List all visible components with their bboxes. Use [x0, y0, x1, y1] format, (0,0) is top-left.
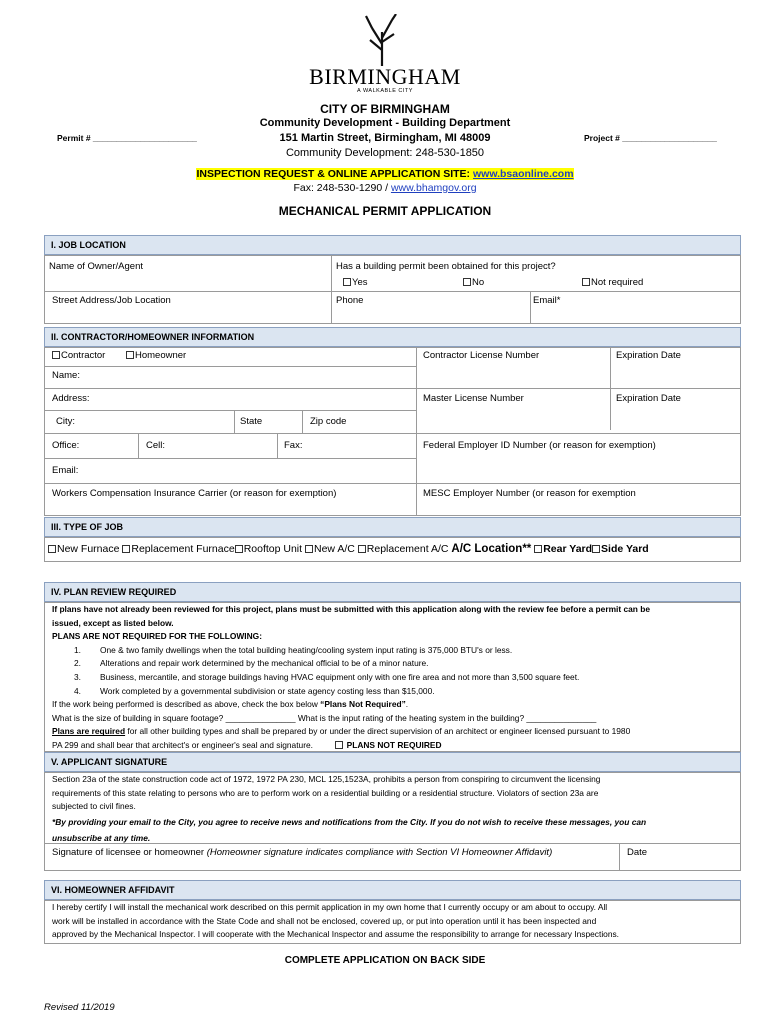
address-field[interactable]: Address: [52, 393, 90, 404]
side-yard-label: Side Yard [601, 543, 649, 555]
yes-checkbox[interactable] [343, 278, 351, 286]
rear-yard-checkbox[interactable] [534, 545, 542, 553]
expiration-date-field-1[interactable]: Expiration Date [616, 350, 681, 361]
rear-yard-label: Rear Yard [543, 543, 593, 555]
plan-item-1 [52, 644, 738, 658]
project-number-label: Project # ____________________ [584, 133, 717, 143]
check-text-b: “Plans Not Required” [320, 699, 406, 710]
section-contractor-info: II. CONTRACTOR/HOMEOWNER INFORMATION [44, 327, 741, 347]
street-address-field[interactable]: Street Address/Job Location [52, 295, 171, 306]
form-title: MECHANICAL PERMIT APPLICATION [278, 204, 492, 218]
new-furnace-label: New Furnace [57, 543, 120, 555]
fax-label: Fax: 248-530-1290 / [293, 182, 391, 194]
cell-field[interactable]: Cell: [146, 440, 166, 451]
affidavit-text [52, 901, 738, 942]
no-label: No [472, 277, 485, 288]
plans-required-line [52, 725, 738, 739]
workers-comp-field[interactable]: Workers Compensation Insurance Carrier (or reason for exemption) [52, 488, 337, 499]
section-job-location: I. JOB LOCATION [44, 235, 741, 255]
contractor-option[interactable] [52, 350, 105, 361]
bsaonline-link[interactable]: www.bsaonline.com [472, 168, 574, 180]
new-furnace-option[interactable] [48, 543, 119, 555]
contractor-email-field[interactable]: Email: [52, 465, 79, 476]
side-yard-option[interactable] [592, 543, 649, 555]
plan-not-required-heading: PLANS ARE NOT REQUIRED FOR THE FOLLOWING: [52, 631, 262, 642]
city-field[interactable]: City: [56, 416, 75, 427]
plan-review-text [52, 603, 738, 753]
permit-number-label: Permit # ______________________ [57, 133, 197, 143]
plan-intro-2: issued, except as listed below. [52, 617, 174, 628]
dept-name: Community Development - Building Department [259, 117, 511, 129]
signature-label: Signature of licensee or homeowner [52, 847, 207, 858]
contractor-label: Contractor [61, 350, 106, 361]
logo-name: BIRMINGHAM [309, 64, 461, 89]
replacement-furnace-checkbox[interactable] [122, 545, 130, 553]
yes-label: Yes [352, 277, 368, 288]
plans-required-line-2 [52, 739, 738, 753]
plan-item-4 [52, 685, 738, 699]
office-field[interactable]: Office: [52, 440, 80, 451]
new-ac-checkbox[interactable] [305, 545, 313, 553]
no-option[interactable] [463, 277, 484, 288]
zip-field[interactable]: Zip code [310, 416, 347, 427]
email-notice-2: unsubscribe at any time. [52, 832, 151, 843]
homeowner-checkbox[interactable] [126, 351, 134, 359]
expiration-date-field-2[interactable]: Expiration Date [616, 393, 681, 404]
fax-field[interactable]: Fax: [284, 440, 303, 451]
affidavit-line-3: approved by the Mechanical Inspector. I will cooperate with the Mechanical Inspector and assume the responsibility to arrange for necessary Inspections. [52, 929, 620, 940]
name-field[interactable]: Name: [52, 370, 80, 381]
owner-agent-field[interactable]: Name of Owner/Agent [49, 261, 143, 272]
plans-required-text-2: PA 299 and shall bear that architect's or engineer's seal and signature. [52, 739, 313, 750]
rooftop-label: Rooftop Unit [243, 543, 303, 555]
contractor-license-field[interactable]: Contractor License Number [423, 350, 540, 361]
plan-item-text: Work completed by a governmental subdivision or state agency costing less than $15,000. [100, 685, 435, 696]
plan-item-number: 2. [74, 658, 81, 669]
contractor-checkbox[interactable] [52, 351, 60, 359]
plans-required-label: Plans are required [52, 726, 126, 737]
plans-not-required-option[interactable] [335, 740, 441, 750]
check-text-c: . [405, 699, 409, 710]
state-field[interactable]: State [240, 416, 263, 427]
signature-note: (Homeowner signature indicates compliance with Section VI Homeowner Affidavit) [206, 847, 553, 858]
logo-tagline: A WALKABLE CITY [357, 88, 413, 94]
plan-item-text: One & two family dwellings when the total building heating/cooling system input rating is 375,000 BTU's or less. [100, 644, 513, 655]
plan-item-number: 3. [74, 671, 81, 682]
law-text-3: subjected to civil fines. [52, 801, 136, 812]
plan-item-number: 1. [74, 644, 81, 655]
rear-yard-option[interactable] [534, 543, 592, 555]
plan-intro-1: If plans have not already been reviewed for this project, plans must be submitted with this application along with the review fee before a permit can be [52, 604, 651, 614]
section-homeowner-affidavit: VI. HOMEOWNER AFFIDAVIT [44, 880, 741, 900]
revised-date: Revised 11/2019 [44, 1002, 115, 1013]
bhamgov-link[interactable]: www.bhamgov.org [390, 182, 477, 194]
inspection-label: INSPECTION REQUEST & ONLINE APPLICATION SITE: [196, 168, 473, 180]
section-applicant-signature: V. APPLICANT SIGNATURE [44, 752, 741, 772]
not-required-checkbox[interactable] [582, 278, 590, 286]
plans-required-text: for all other building types and shall be prepared by or under the direct supervision of an architect or engineer licensed pursuant to 1980 [125, 726, 631, 737]
plan-item-number: 4. [74, 685, 81, 696]
phone-field[interactable]: Phone [336, 295, 364, 306]
back-side-notice: COMPLETE APPLICATION ON BACK SIDE [284, 955, 486, 966]
plan-item-2 [52, 657, 738, 671]
rooftop-option[interactable] [235, 543, 302, 555]
yes-option[interactable] [343, 277, 368, 288]
signature-date-field[interactable]: Date [627, 847, 648, 858]
law-text-2: requirements of this state relating to persons who are to perform work on a residential building or a residential structure. Violators of section 23a are [52, 787, 599, 798]
replacement-ac-option[interactable] [358, 543, 449, 555]
new-ac-label: New A/C [313, 543, 355, 555]
plan-item-text: Alterations and repair work determined by the mechanical official to be of a minor nature. [100, 658, 429, 669]
email-notice-1: *By providing your email to the City, you agree to receive news and notifications from the City. If you do not wish to receive these messages, you can [52, 816, 647, 827]
replacement-furnace-label: Replacement Furnace [131, 543, 235, 555]
job-type-row [48, 543, 649, 555]
new-ac-option[interactable] [305, 543, 355, 555]
new-furnace-checkbox[interactable] [48, 545, 56, 553]
no-checkbox[interactable] [463, 278, 471, 286]
plan-item-3 [52, 671, 738, 685]
fein-field[interactable]: Federal Employer ID Number (or reason for exemption) [423, 440, 656, 451]
mesc-field[interactable]: MESC Employer Number (or reason for exemption [423, 488, 636, 499]
homeowner-option[interactable] [126, 350, 186, 361]
email-field[interactable]: Email* [533, 295, 561, 306]
city-logo [300, 14, 470, 94]
rooftop-checkbox[interactable] [235, 545, 243, 553]
plans-not-required-label: PLANS NOT REQUIRED [346, 739, 442, 750]
signature-field[interactable] [52, 847, 552, 858]
fax-line [150, 182, 620, 194]
building-size-question[interactable]: What is the size of building in square footage? _______________ What is the input rating of the heating system in the building? _______________ [52, 712, 597, 723]
law-text-1: Section 23a of the state construction code act of 1972, 1972 PA 230, MCL 125,1523A, prohibits a person from conspiring to circumvent the licensing [52, 774, 601, 784]
permit-obtained-question: Has a building permit been obtained for this project? [336, 261, 556, 272]
replacement-furnace-option[interactable] [122, 543, 234, 555]
homeowner-label: Homeowner [135, 350, 187, 361]
ac-location-label: A/C Location** [451, 543, 532, 555]
tree-icon [362, 14, 402, 66]
replacement-ac-checkbox[interactable] [358, 545, 366, 553]
affidavit-line-1: I hereby certify I will install the mechanical work described on this permit application in my own home that I currently occupy or am about to occupy. All [52, 902, 608, 912]
dept-phone: Community Development: 248-530-1850 [285, 147, 485, 159]
dept-address: 151 Martin Street, Birmingham, MI 48009 [279, 132, 491, 144]
not-required-label: Not required [591, 277, 644, 288]
plans-not-required-checkbox[interactable] [335, 741, 343, 749]
master-license-field[interactable]: Master License Number [423, 393, 524, 404]
signature-text [52, 773, 738, 846]
check-text-a: If the work being performed is described as above, check the box below [52, 699, 321, 710]
side-yard-checkbox[interactable] [592, 545, 600, 553]
replacement-ac-label: Replacement A/C [366, 543, 449, 555]
inspection-line [150, 168, 620, 180]
section-type-of-job: III. TYPE OF JOB [44, 517, 741, 537]
not-required-option[interactable] [582, 277, 643, 288]
plan-check-instruction [52, 698, 738, 712]
affidavit-line-2: work will be installed in accordance with the State Code and shall not be enclosed, covered up, or put into operation until it has been inspected and [52, 915, 597, 926]
section-plan-review: IV. PLAN REVIEW REQUIRED [44, 582, 741, 602]
plan-item-text: Business, mercantile, and storage buildings having HVAC equipment only with one fire area and not more than 3,500 square feet. [100, 671, 580, 682]
city-title: CITY OF BIRMINGHAM [320, 102, 450, 116]
